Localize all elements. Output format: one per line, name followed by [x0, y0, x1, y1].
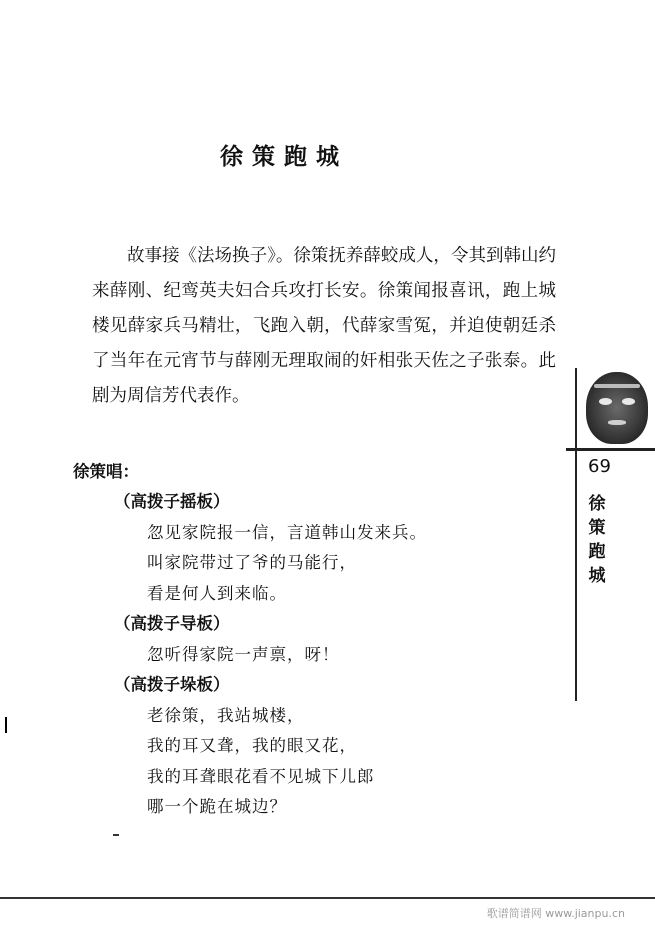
mask-mouth	[608, 420, 626, 425]
lyric-line: 我的耳又聋，我的眼又花，	[147, 736, 357, 755]
tempo-marking: （高拨子导板）	[114, 614, 230, 633]
print-dot	[113, 834, 119, 836]
opera-mask-icon	[586, 372, 648, 444]
side-tab-vertical-rule	[575, 368, 577, 701]
tempo-marking: （高拨子摇板）	[114, 492, 230, 511]
side-title-char: 徐	[588, 494, 606, 514]
margin-mark	[5, 717, 7, 733]
mask-left-eye	[599, 398, 612, 405]
lyric-line: 老徐策，我站城楼，	[147, 705, 305, 725]
mask-right-eye	[622, 398, 635, 405]
page-title: 徐策跑城	[220, 143, 348, 170]
lyric-line: 叫家院带过了爷的马能行，	[147, 553, 357, 572]
intro-paragraph	[92, 239, 556, 414]
intro-text: 故事接《法场换子》。徐策抚养薛蛟成人，令其到韩山约来薛刚、纪鸾英夫妇合兵攻打长安。徐策闻报喜讯，跑上城楼见薛家兵马精壮，飞跑入朝，代薛家雪冤，并迫使朝廷杀了当年在元宵节与薛刚无理取闹的奸相张天佐之子张泰。此剧为周信芳代表作。	[92, 246, 556, 406]
watermark: 歌谱简谱网 www.jianpu.cn	[486, 907, 625, 920]
lyric-line: 忽听得家院一声禀，呀！	[147, 644, 340, 664]
side-title-vertical	[585, 492, 609, 588]
mask-forehead-band	[594, 384, 640, 388]
lyric-line: 看是何人到来临。	[147, 583, 287, 603]
side-tab-horizontal-rule	[566, 448, 655, 451]
lyric-line: 我的耳聋眼花看不见城下儿郎	[147, 766, 375, 786]
lyrics-block	[0, 487, 560, 823]
side-title-char: 策	[588, 518, 606, 538]
side-title-char: 城	[588, 566, 606, 586]
page-number: 69	[588, 456, 611, 477]
speaker-label: 徐策唱：	[73, 462, 139, 481]
lyric-line: 忽见家院报一信，言道韩山发来兵。	[147, 522, 427, 542]
side-title-char: 跑	[588, 542, 606, 562]
bottom-rule	[0, 897, 655, 899]
tempo-marking: （高拨子垛板）	[114, 675, 230, 694]
lyric-line: 哪一个跪在城边？	[147, 797, 287, 816]
